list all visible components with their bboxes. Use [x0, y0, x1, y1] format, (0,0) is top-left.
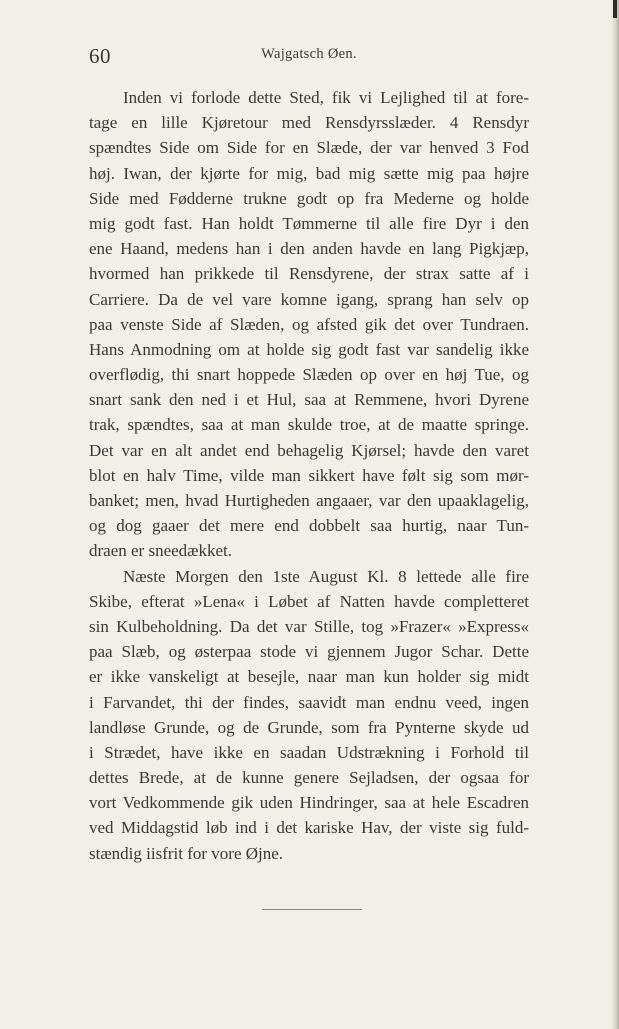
text-line: sin Kulbeholdning. Da det var Stille, tog »Frazer« »Express« — [89, 616, 529, 636]
text-line: Næste Morgen den 1ste August Kl. 8 lettede alle fire — [123, 566, 529, 586]
text-line: og dog gaaer det mere end dobbelt saa hurtig, naar Tun- — [89, 516, 529, 536]
text-line: tage en lille Kjøretour med Rensdyrsslæder. 4 Rensdyr — [89, 113, 529, 133]
text-line: mig godt fast. Han holdt Tømmerne til alle fire Dyr i den — [89, 213, 529, 233]
body-text — [89, 85, 529, 866]
text-line: stændig iisfrit for vore Øjne. — [89, 843, 284, 863]
text-line: Inden vi forlode dette Sted, fik vi Lejlighed til at fore- — [123, 88, 529, 107]
text-line: er ikke vanskeligt at besejle, naar man kun holder sig midt — [89, 667, 529, 687]
text-line: i Strædet, have ikke en saadan Udstrækning i Forhold til — [89, 742, 529, 762]
text-line: draen er sneedækket. — [89, 541, 233, 561]
page-number: 60 — [89, 44, 111, 68]
text-line: Side med Fødderne trukne godt op fra Mederne og holde — [89, 188, 529, 208]
text-line: paa venste Side af Slæden, og afsted gik det over Tundraen. — [89, 314, 529, 334]
paragraph — [89, 564, 529, 866]
text-line: banket; men, hvad Hurtigheden angaaer, var den upaaklagelig, — [89, 491, 529, 510]
text-line: Det var en alt andet end behagelig Kjørsel; havde den varet — [89, 440, 529, 460]
running-title: Wajgatsch Øen. — [261, 46, 357, 62]
page-edge — [611, 0, 619, 1029]
text-line: Hans Anmodning om at holde sig godt fast var sandelig ikke — [89, 339, 529, 359]
page-edge-mark — [613, 0, 617, 18]
text-line: hvormed han prikkede til Rensdyrene, der strax satte af i — [89, 264, 529, 284]
text-line: Carriere. Da de vel vare komne igang, sprang han selv op — [89, 289, 529, 309]
text-line: paa Slæb, og østerpaa stode vi gjennem Jugor Schar. Dette — [89, 642, 529, 662]
text-line: høj. Iwan, der kjørte for mig, bad mig sætte mig paa højre — [89, 163, 529, 183]
text-line: i Farvandet, thi der findes, saavidt man endnu veed, ingen — [89, 692, 529, 712]
text-line: ene Haand, medens han i den anden havde en lang Pigkjæp, — [89, 239, 529, 259]
text-line: vort Vedkommende gik uden Hindringer, saa at hele Escadren — [89, 793, 529, 813]
text-line: snart sank den ned i et Hul, saa at Remmene, hvori Dyrene — [89, 390, 529, 410]
text-line: overflødig, thi snart hoppede Slæden op over en høj Tue, og — [89, 365, 529, 385]
text-line: spændtes Side om Side for en Slæde, der var henved 3 Fod — [89, 138, 529, 158]
text-line: trak, spændtes, saa at man skulde troe, at de maatte springe. — [89, 415, 529, 435]
text-line: blot en halv Time, vilde man sikkert have følt sig som mør- — [89, 465, 529, 485]
end-rule — [262, 909, 362, 910]
paragraph — [89, 85, 529, 564]
text-line: dettes Brede, at de kunne genere Sejladsen, der ogsaa for — [89, 768, 529, 788]
text-line: ved Middagstid løb ind i det kariske Hav, der viste sig fuld- — [89, 818, 529, 838]
text-line: landløse Grunde, og de Grunde, som fra Pynterne skyde ud — [89, 717, 529, 737]
text-line: Skibe, efterat »Lena« i Løbet af Natten havde completteret — [89, 591, 529, 611]
